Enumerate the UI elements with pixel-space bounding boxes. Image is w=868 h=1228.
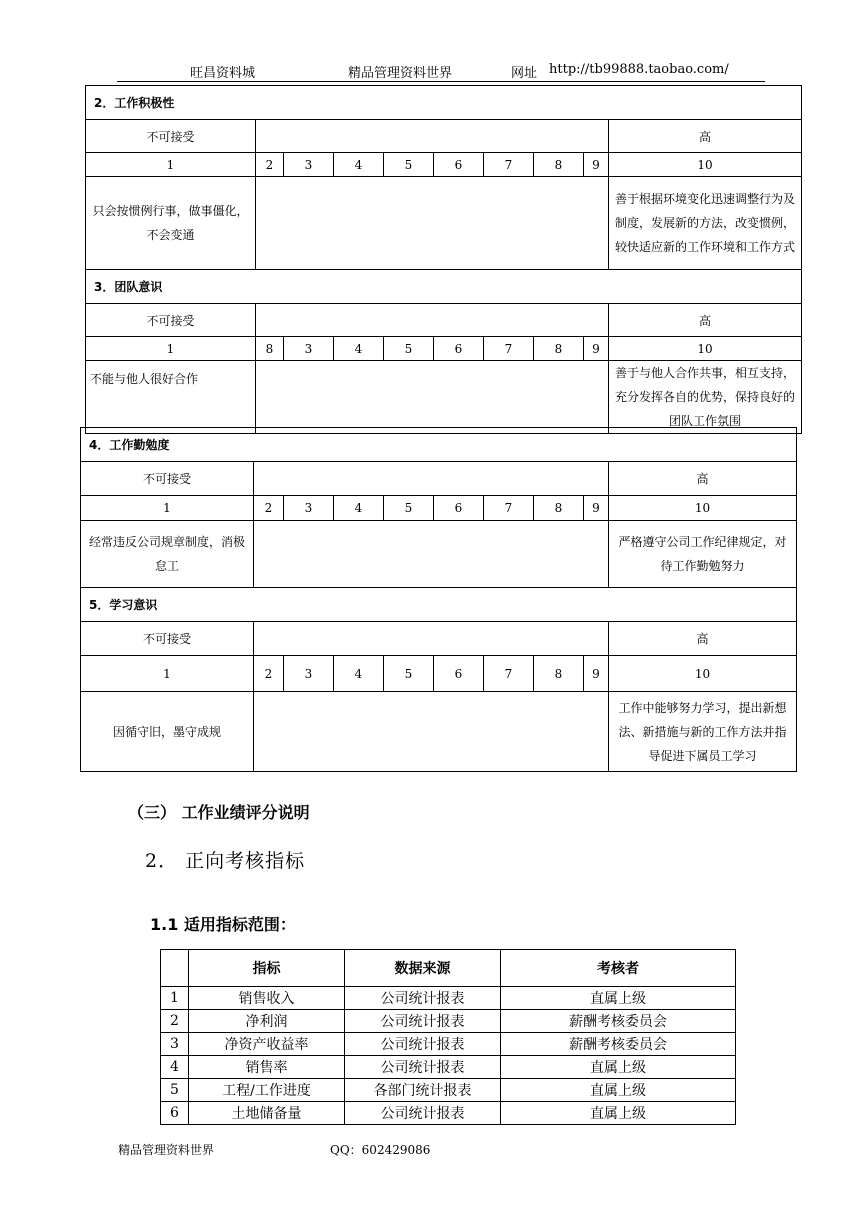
low-description: 经常违反公司规章制度，消极怠工	[81, 521, 254, 588]
row-assessor: 直属上级	[501, 987, 736, 1010]
footer-left: 精品管理资料世界	[118, 1143, 215, 1157]
row-indicator: 净利润	[189, 1010, 345, 1033]
score-cell: 2	[254, 496, 284, 521]
row-index: 2	[161, 1010, 189, 1033]
row-data-source: 公司统计报表	[345, 1010, 501, 1033]
score-cell: 10	[609, 496, 797, 521]
table-row	[161, 1010, 736, 1033]
spacer-cell	[254, 622, 609, 656]
score-cell: 3	[284, 337, 334, 361]
row-assessor: 薪酬考核委员会	[501, 1033, 736, 1056]
section-title: 4．工作勤勉度	[81, 428, 797, 462]
score-cell: 3	[284, 656, 334, 692]
header-divider	[117, 81, 765, 82]
low-label: 不可接受	[86, 120, 256, 153]
row-index: 1	[161, 987, 189, 1010]
row-index: 3	[161, 1033, 189, 1056]
high-description: 善于根据环境变化迅速调整行为及制度，发展新的方法，改变惯例，较快适应新的工作环境和工作方式	[609, 177, 802, 270]
score-cell: 4	[334, 153, 384, 177]
low-label: 不可接受	[81, 462, 254, 496]
section-3-team-awareness	[86, 270, 802, 434]
header-cell-index	[161, 950, 189, 987]
score-cell: 5	[384, 153, 434, 177]
section-2-work-initiative	[86, 86, 802, 270]
score-cell: 7	[484, 656, 534, 692]
score-cell: 1	[86, 337, 256, 361]
low-label: 不可接受	[86, 304, 256, 337]
score-cell: 1	[81, 656, 254, 692]
score-cell: 5	[384, 656, 434, 692]
score-cell: 5	[384, 337, 434, 361]
row-index: 6	[161, 1102, 189, 1125]
row-indicator: 销售率	[189, 1056, 345, 1079]
score-cell: 8	[256, 337, 284, 361]
score-cell: 8	[534, 153, 584, 177]
header-left: 旺昌资料城	[190, 66, 256, 81]
spacer-cell	[256, 361, 609, 434]
sub-sub-heading: 1.1 适用指标范围：	[150, 915, 296, 934]
score-cell: 9	[584, 153, 609, 177]
score-cell: 7	[484, 496, 534, 521]
score-cell: 10	[609, 656, 797, 692]
row-data-source: 公司统计报表	[345, 1033, 501, 1056]
table-row	[161, 987, 736, 1010]
row-data-source: 公司统计报表	[345, 1056, 501, 1079]
header-center: 精品管理资料世界	[348, 66, 453, 81]
score-cell: 10	[609, 153, 802, 177]
high-label: 高	[609, 622, 797, 656]
section-4-work-diligence	[81, 428, 797, 588]
score-cell: 2	[254, 656, 284, 692]
low-description: 只会按惯例行事，做事僵化，不会变通	[86, 177, 256, 270]
score-cell: 4	[334, 337, 384, 361]
spacer-cell	[256, 120, 609, 153]
spacer-cell	[254, 692, 609, 772]
score-cell: 5	[384, 496, 434, 521]
row-index: 4	[161, 1056, 189, 1079]
score-cell: 8	[534, 337, 584, 361]
footer-qq: QQ：602429086	[330, 1143, 431, 1157]
header-cell-data-source: 数据来源	[345, 950, 501, 987]
score-cell: 4	[334, 496, 384, 521]
row-data-source: 公司统计报表	[345, 987, 501, 1010]
header-url-label: 网址	[511, 66, 538, 81]
high-description: 善于与他人合作共事，相互支持，充分发挥各自的优势，保持良好的团队工作氛围	[609, 361, 802, 434]
high-label: 高	[609, 304, 802, 337]
score-cell: 6	[434, 337, 484, 361]
row-index: 5	[161, 1079, 189, 1102]
section-title: 3．团队意识	[86, 270, 802, 304]
header-cell-assessor: 考核者	[501, 950, 736, 987]
row-assessor: 薪酬考核委员会	[501, 1010, 736, 1033]
sub-heading: 2． 正向考核指标	[145, 850, 306, 872]
high-description: 工作中能够努力学习，提出新想法、新措施与新的工作方法并指导促进下属员工学习	[609, 692, 797, 772]
table-row	[161, 1102, 736, 1125]
spacer-cell	[256, 304, 609, 337]
header-url[interactable]: http://tb99888.taobao.com/	[549, 62, 729, 77]
score-cell: 9	[584, 337, 609, 361]
low-description: 不能与他人很好合作	[86, 361, 256, 434]
score-cell: 7	[484, 337, 534, 361]
spacer-cell	[254, 521, 609, 588]
section-title: 5．学习意识	[81, 588, 797, 622]
indicator-table-header	[161, 950, 736, 987]
header-cell-indicator: 指标	[189, 950, 345, 987]
table-row	[161, 1033, 736, 1056]
score-cell: 4	[334, 656, 384, 692]
page-header	[0, 62, 868, 82]
section-heading: （三） 工作业绩评分说明	[128, 803, 310, 822]
low-description: 因循守旧，墨守成规	[81, 692, 254, 772]
high-label: 高	[609, 462, 797, 496]
high-description: 严格遵守公司工作纪律规定，对待工作勤勉努力	[609, 521, 797, 588]
score-cell: 2	[256, 153, 284, 177]
score-cell: 6	[434, 153, 484, 177]
score-cell: 3	[284, 496, 334, 521]
low-label: 不可接受	[81, 622, 254, 656]
evaluation-table-lower	[80, 427, 797, 772]
row-indicator: 土地储备量	[189, 1102, 345, 1125]
score-cell: 1	[86, 153, 256, 177]
row-data-source: 各部门统计报表	[345, 1079, 501, 1102]
score-cell: 8	[534, 496, 584, 521]
score-cell: 7	[484, 153, 534, 177]
evaluation-table-upper	[85, 85, 802, 434]
row-indicator: 销售收入	[189, 987, 345, 1010]
row-assessor: 直属上级	[501, 1102, 736, 1125]
spacer-cell	[254, 462, 609, 496]
table-row	[161, 1056, 736, 1079]
row-assessor: 直属上级	[501, 1079, 736, 1102]
score-cell: 10	[609, 337, 802, 361]
row-data-source: 公司统计报表	[345, 1102, 501, 1125]
spacer-cell	[256, 177, 609, 270]
score-cell: 8	[534, 656, 584, 692]
score-cell: 6	[434, 496, 484, 521]
score-cell: 1	[81, 496, 254, 521]
table-row	[161, 1079, 736, 1102]
section-5-learning-awareness	[81, 588, 797, 772]
score-cell: 9	[584, 496, 609, 521]
row-indicator: 工程/工作进度	[189, 1079, 345, 1102]
row-indicator: 净资产收益率	[189, 1033, 345, 1056]
score-cell: 3	[284, 153, 334, 177]
section-title: 2．工作积极性	[86, 86, 802, 120]
indicator-table	[160, 949, 736, 1125]
score-cell: 6	[434, 656, 484, 692]
high-label: 高	[609, 120, 802, 153]
score-cell: 9	[584, 656, 609, 692]
row-assessor: 直属上级	[501, 1056, 736, 1079]
